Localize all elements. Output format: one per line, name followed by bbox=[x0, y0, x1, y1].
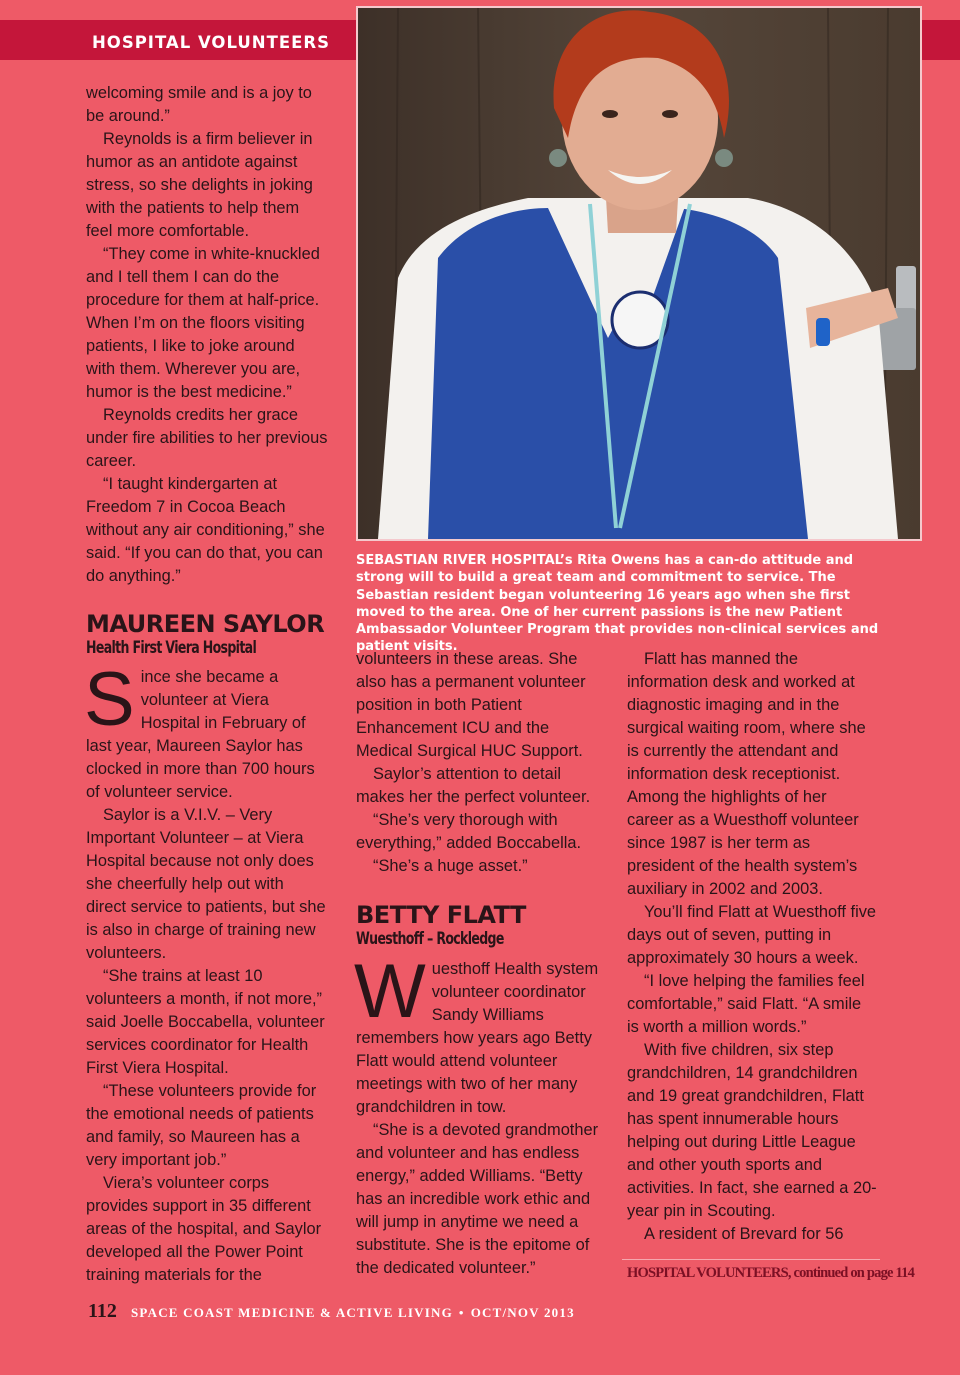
photo-caption: SEBASTIAN RIVER HOSPITAL’s Rita Owens has a can-do attitude and strong will to build a great team and commitment to service. The Sebastian resident began volunteering 16 years ago when she first moved to the area. One of her current passions is the new Patient Ambassador Volunteer Program that provides non-clinical services and patient visits. bbox=[356, 553, 879, 655]
paragraph: “I love helping the families feel comfortable,” said Flatt. “A smile is worth a million words.” bbox=[627, 972, 865, 1036]
paragraph: Reynolds is a firm believer in humor as an antidote against stress, so she delights in joking with the patients to help them feel more comfortable. bbox=[86, 130, 313, 240]
paragraph: Saylor is a V.I.V. – Very Important Volunteer – at Viera Hospital because not only does she cheerfully help out with direct service to patients, but she is also in charge of training new volunteers. bbox=[86, 806, 326, 962]
profile-hospital-saylor: Health First Viera Hospital bbox=[86, 638, 257, 658]
profile-name-flatt: BETTY FLATT bbox=[356, 901, 526, 929]
paragraph: “She trains at least 10 volunteers a month, if not more,” said Joelle Boccabella, volunteer services coordinator for Health First Viera Hospital. bbox=[86, 967, 325, 1077]
drop-cap: W bbox=[354, 949, 426, 1034]
flatt-article bbox=[354, 949, 606, 1280]
profile-hospital-flatt: Wuesthoff – Rockledge bbox=[356, 929, 504, 949]
magazine-footer bbox=[131, 1305, 575, 1321]
paragraph: Reynolds credits her grace under fire abilities to her previous career. bbox=[86, 406, 328, 470]
issue-date: OCT/NOV 2013 bbox=[470, 1305, 575, 1320]
bullet-icon: • bbox=[458, 1305, 465, 1320]
saylor-article bbox=[84, 657, 328, 1287]
paragraph: With five children, six step grandchildren, 14 grandchildren and 19 great grandchildren, Flatt has spent innumerable hours helping out during Little League and other youth sports and activities. In fact, she earned a 20-year pin in Scouting. bbox=[627, 1041, 877, 1220]
paragraph: volunteers in these areas. She also has a permanent volunteer position in both Patient Enhancement ICU and the Medical Surgical HUC Support. bbox=[356, 650, 586, 760]
column-3 bbox=[627, 648, 877, 1246]
paragraph: “I taught kindergarten at Freedom 7 in Cocoa Beach without any air conditioning,” she said. “If you can do that, you can do anything.” bbox=[86, 475, 325, 585]
paragraph: “She’s a huge asset.” bbox=[373, 857, 528, 875]
paragraph: welcoming smile and is a joy to be around.” bbox=[86, 84, 312, 125]
section-label: HOSPITAL VOLUNTEERS bbox=[92, 33, 330, 52]
paragraph: “She is a devoted grandmother and volunteer and has endless energy,” added Williams. “Betty has an incredible work ethic and will jump in anytime we need a substitute. She is the epitome of the dedicated volunteer.” bbox=[356, 1121, 599, 1277]
paragraph: Viera’s volunteer corps provides support in 35 different areas of the hospital, and Saylor developed all the Power Point training materials for the bbox=[86, 1174, 322, 1284]
paragraph: “These volunteers provide for the emotional needs of patients and family, so Maureen has a very important job.” bbox=[86, 1082, 317, 1169]
paragraph: Saylor’s attention to detail makes her the perfect volunteer. bbox=[356, 765, 591, 806]
drop-cap: S bbox=[84, 657, 135, 742]
magazine-title: SPACE COAST MEDICINE & ACTIVE LIVING bbox=[131, 1305, 453, 1320]
profile-name-saylor: MAUREEN SAYLOR bbox=[86, 610, 325, 638]
paragraph: “She’s very thorough with everything,” added Boccabella. bbox=[356, 811, 582, 852]
column-2 bbox=[356, 648, 606, 878]
volunteer-photo bbox=[356, 6, 922, 541]
header-band-right bbox=[922, 20, 960, 60]
paragraph: Flatt has manned the information desk and worked at diagnostic imaging and in the surgical waiting room, where she is currently the attendant and information desk receptionist. Among the highlights of her career as a Wuesthoff volunteer since 1987 is her term as president of the health system’s auxiliary in 2002 and 2003. bbox=[627, 650, 866, 898]
paragraph: A resident of Brevard for 56 bbox=[644, 1225, 844, 1243]
paragraph: You’ll find Flatt at Wuesthoff five days out of seven, putting in approximately 30 hours a week. bbox=[627, 903, 877, 967]
page-number: 112 bbox=[88, 1300, 117, 1322]
paragraph: “They come in white-knuckled and I tell them I can do the procedure for them at half-price. When I’m on the floors visiting patients, I like to joke around with them. Wherever you are, humor is the best medicine.” bbox=[86, 245, 320, 401]
continued-note: HOSPITAL VOLUNTEERS, continued on page 114 bbox=[627, 1265, 915, 1281]
lead-text: ince she became a volunteer at Viera Hospital in February of last year, Maureen Saylor has clocked in more than 700 hours of volunteer service. bbox=[86, 668, 315, 801]
continued-rule bbox=[622, 1259, 880, 1260]
column-1 bbox=[86, 82, 328, 588]
lead-text: uesthoff Health system volunteer coordinator Sandy Williams remembers how years ago Betty Flatt would attend volunteer meetings with two of her many grandchildren in tow. bbox=[356, 960, 599, 1116]
